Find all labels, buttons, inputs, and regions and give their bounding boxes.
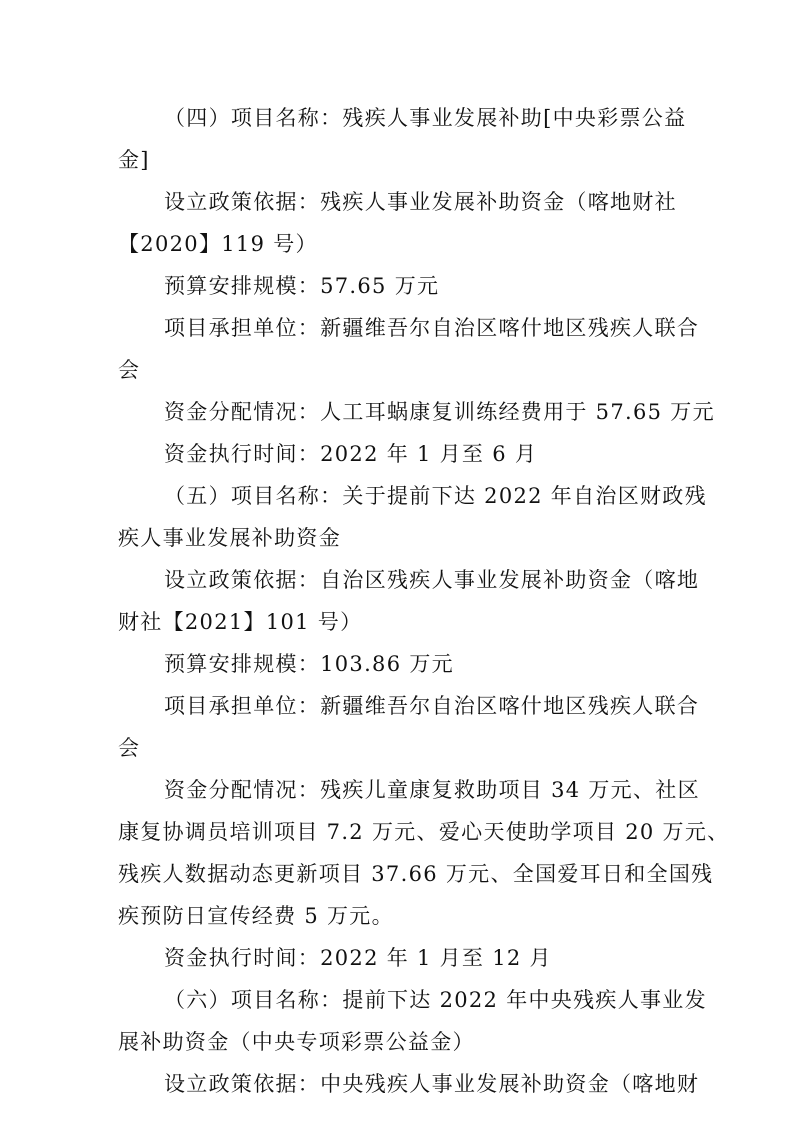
project-5-allocation-cont-3: 疾预防日宣传经费 5 万元。 bbox=[118, 904, 394, 928]
project-5-execution-time: 资金执行时间：2022 年 1 月至 12 月 bbox=[164, 946, 552, 970]
project-4-policy-basis: 设立政策依据：残疾人事业发展补助资金（喀地财社 bbox=[164, 190, 677, 214]
project-4-undertaker-cont: 会 bbox=[118, 358, 141, 382]
project-5-undertaker: 项目承担单位：新疆维吾尔自治区喀什地区残疾人联合 bbox=[164, 694, 700, 718]
project-5-title-cont: 疾人事业发展补助资金 bbox=[118, 526, 341, 550]
project-5-title: （五）项目名称：关于提前下达 2022 年自治区财政残 bbox=[164, 484, 707, 508]
project-6-policy-basis: 设立政策依据：中央残疾人事业发展补助资金（喀地财 bbox=[164, 1072, 700, 1096]
project-6-title: （六）项目名称：提前下达 2022 年中央残疾人事业发 bbox=[164, 988, 707, 1012]
project-5-policy-basis: 设立政策依据：自治区残疾人事业发展补助资金（喀地 bbox=[164, 568, 700, 592]
project-5-policy-basis-cont: 财社【2021】101 号） bbox=[118, 610, 363, 634]
project-4-title-cont: 金] bbox=[118, 148, 150, 172]
project-4-execution-time: 资金执行时间：2022 年 1 月至 6 月 bbox=[164, 442, 538, 466]
project-4-budget: 预算安排规模：57.65 万元 bbox=[164, 274, 440, 298]
project-5-undertaker-cont: 会 bbox=[118, 736, 141, 760]
project-5-allocation: 资金分配情况：残疾儿童康复救助项目 34 万元、社区 bbox=[164, 778, 700, 802]
project-4-allocation: 资金分配情况：人工耳蜗康复训练经费用于 57.65 万元 bbox=[164, 400, 715, 424]
project-5-budget: 预算安排规模：103.86 万元 bbox=[164, 652, 454, 676]
project-4-undertaker: 项目承担单位：新疆维吾尔自治区喀什地区残疾人联合 bbox=[164, 316, 700, 340]
project-4-policy-basis-cont: 【2020】119 号） bbox=[118, 232, 318, 256]
project-5-allocation-cont-1: 康复协调员培训项目 7.2 万元、爱心天使助学项目 20 万元、 bbox=[118, 820, 730, 844]
project-4-title: （四）项目名称：残疾人事业发展补助[中央彩票公益 bbox=[164, 106, 687, 130]
project-5-allocation-cont-2: 残疾人数据动态更新项目 37.66 万元、全国爱耳日和全国残 bbox=[118, 862, 714, 886]
project-6-title-cont: 展补助资金（中央专项彩票公益金） bbox=[118, 1030, 475, 1054]
